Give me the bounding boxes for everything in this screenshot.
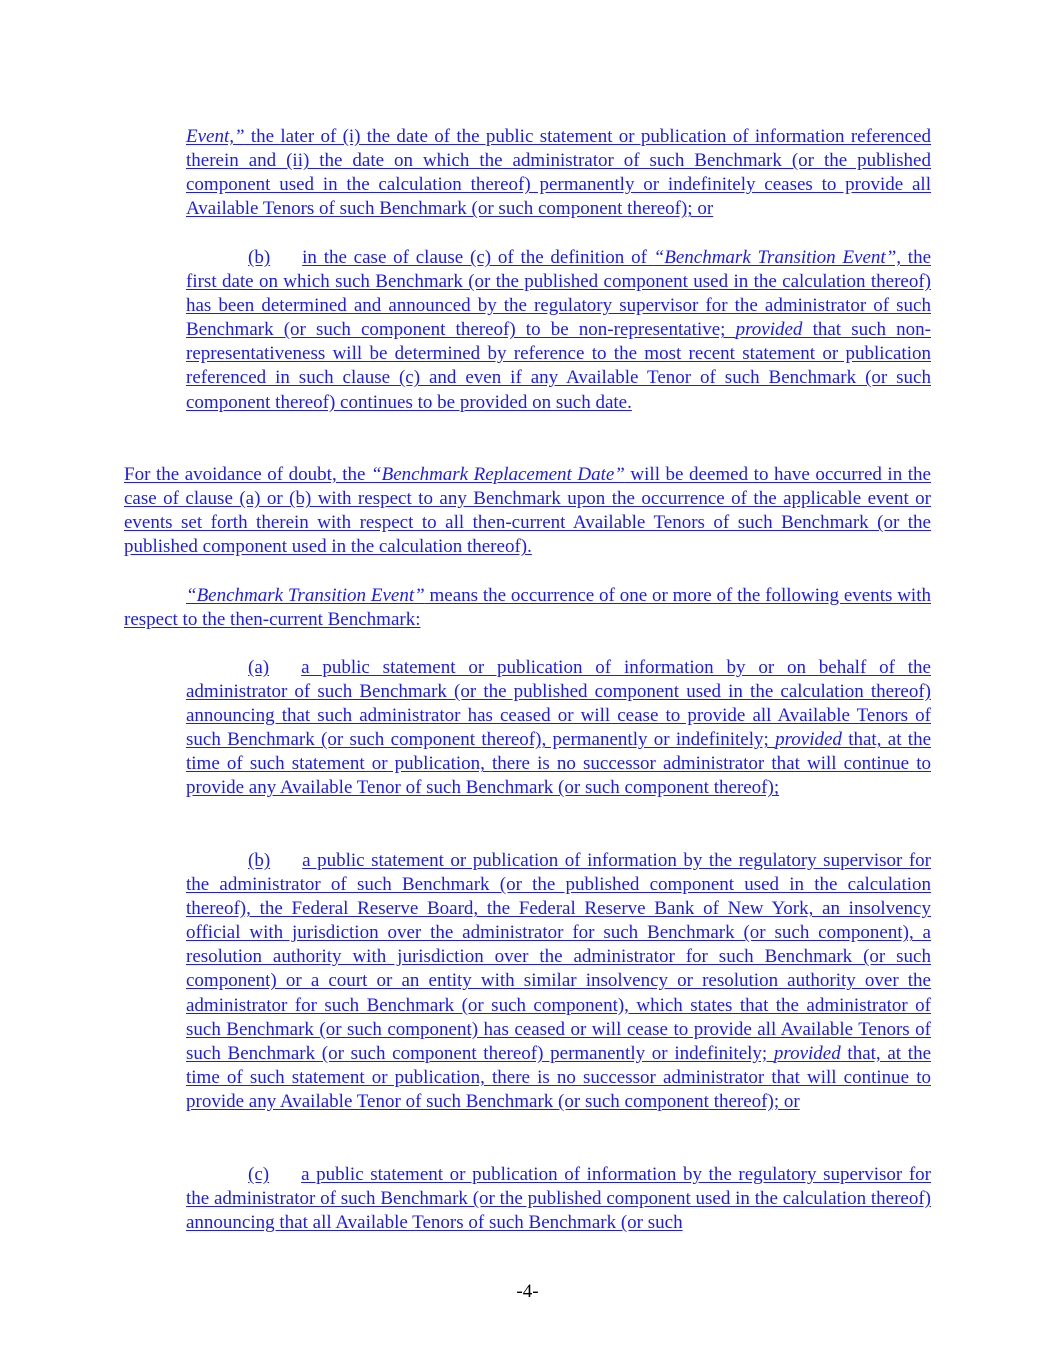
paragraph-text: means the occurrence of one or more of the following events with respect to the then-current Benchmark: [124,585,931,631]
paragraph-text: will be deemed to have occurred in the case of clause (a) or (b) with respect to any Benchmark upon the occurrence of the applicable event or events set forth therein with respect to all then-current Available Tenors of such Benchmark (or the published component used in the calculation thereof). [124,464,931,558]
page-number: -4- [516,1281,539,1302]
paragraph-text: a public statement or publication of information by the regulatory supervisor for the administrator of such Benchmark (or the published component used in the calculation thereof) announcing that all Available Tenors of such Benchmark (or such [186,1164,931,1234]
defined-term: Event,” [186,126,245,147]
clause-label: (c) [248,1164,270,1185]
paragraph-event-clause-continuation [186,125,931,221]
paragraph-text: in the case of clause (c) of the definition of [302,247,654,268]
paragraph-text: the first date on which such Benchmark (or the published component used in the calculation thereof) has been determined and announced by the regulatory supervisor for the administrator of such Benchmark (or such component thereof) to be non-representative; [186,247,931,341]
paragraph-clause-b-event [186,849,931,1114]
paragraph-clause-a-event [186,656,931,801]
paragraph-text: that, at the time of such statement or publication, there is no successor administrator that will continue to provide any Available Tenor of such Benchmark (or such component thereof); or [186,1042,931,1112]
paragraph-text: a public statement or publication of information by the regulatory supervisor for the administrator of such Benchmark (or the published component used in the calculation thereof), the Federal Reserve Board, the Federal Reserve Bank of New York, an insolvency official with jurisdiction over the administrator for such Benchmark (or such component), a resolution authority with jurisdiction over the administrator for such Benchmark (or such component) or a court or an entity with similar insolvency or resolution authority over the administrator for such Benchmark (or such component), which states that the administrator of such Benchmark (or such component) has ceased or will cease to provide all Available Tenors of such Benchmark (or such component thereof) permanently or indefinitely; [186,850,931,1064]
proviso-term: provided [773,1042,841,1064]
defined-term: “Benchmark Transition Event”, [653,247,902,268]
paragraph-avoidance-of-doubt [124,463,931,559]
clause-label: (a) [248,657,270,678]
proviso-term: provided [775,729,842,751]
paragraph-text: that such non-representativeness will be determined by reference to the most recent statement or publication referenced in such clause (c) and even if any Available Tenor of such Benchmark (or such component thereof) continues to be provided on such date. [186,319,931,413]
paragraph-text: the later of (i) the date of the public statement or publication of information referenced therein and (ii) the date on which the administrator of such Benchmark (or the published component used in the calculation thereof) permanently or indefinitely ceases to provide all Available Tenors of such Benchmark (or such component thereof); or [186,126,931,220]
defined-term: “Benchmark Transition Event” [186,585,425,606]
defined-term: “Benchmark Replacement Date” [371,464,625,485]
paragraph-text: a public statement or publication of information by or on behalf of the administrator of such Benchmark (or the published component used in the calculation thereof) announcing that such administrator has ceased or will cease to provide all Available Tenors of such Benchmark (or such component thereof), permanently or indefinitely; [186,657,931,751]
paragraph-text: For the avoidance of doubt, the [124,464,372,485]
paragraph-clause-c-event [186,1163,931,1235]
paragraph-clause-b-replacement-date [186,246,931,415]
proviso-term: provided [735,319,803,341]
paragraph-transition-event-definition [124,584,931,632]
clause-label: (b) [248,247,271,268]
clause-label: (b) [248,850,271,871]
paragraph-text: that, at the time of such statement or publication, there is no successor administrator that will continue to provide any Available Tenor of such Benchmark (or such component thereof); [186,729,931,799]
